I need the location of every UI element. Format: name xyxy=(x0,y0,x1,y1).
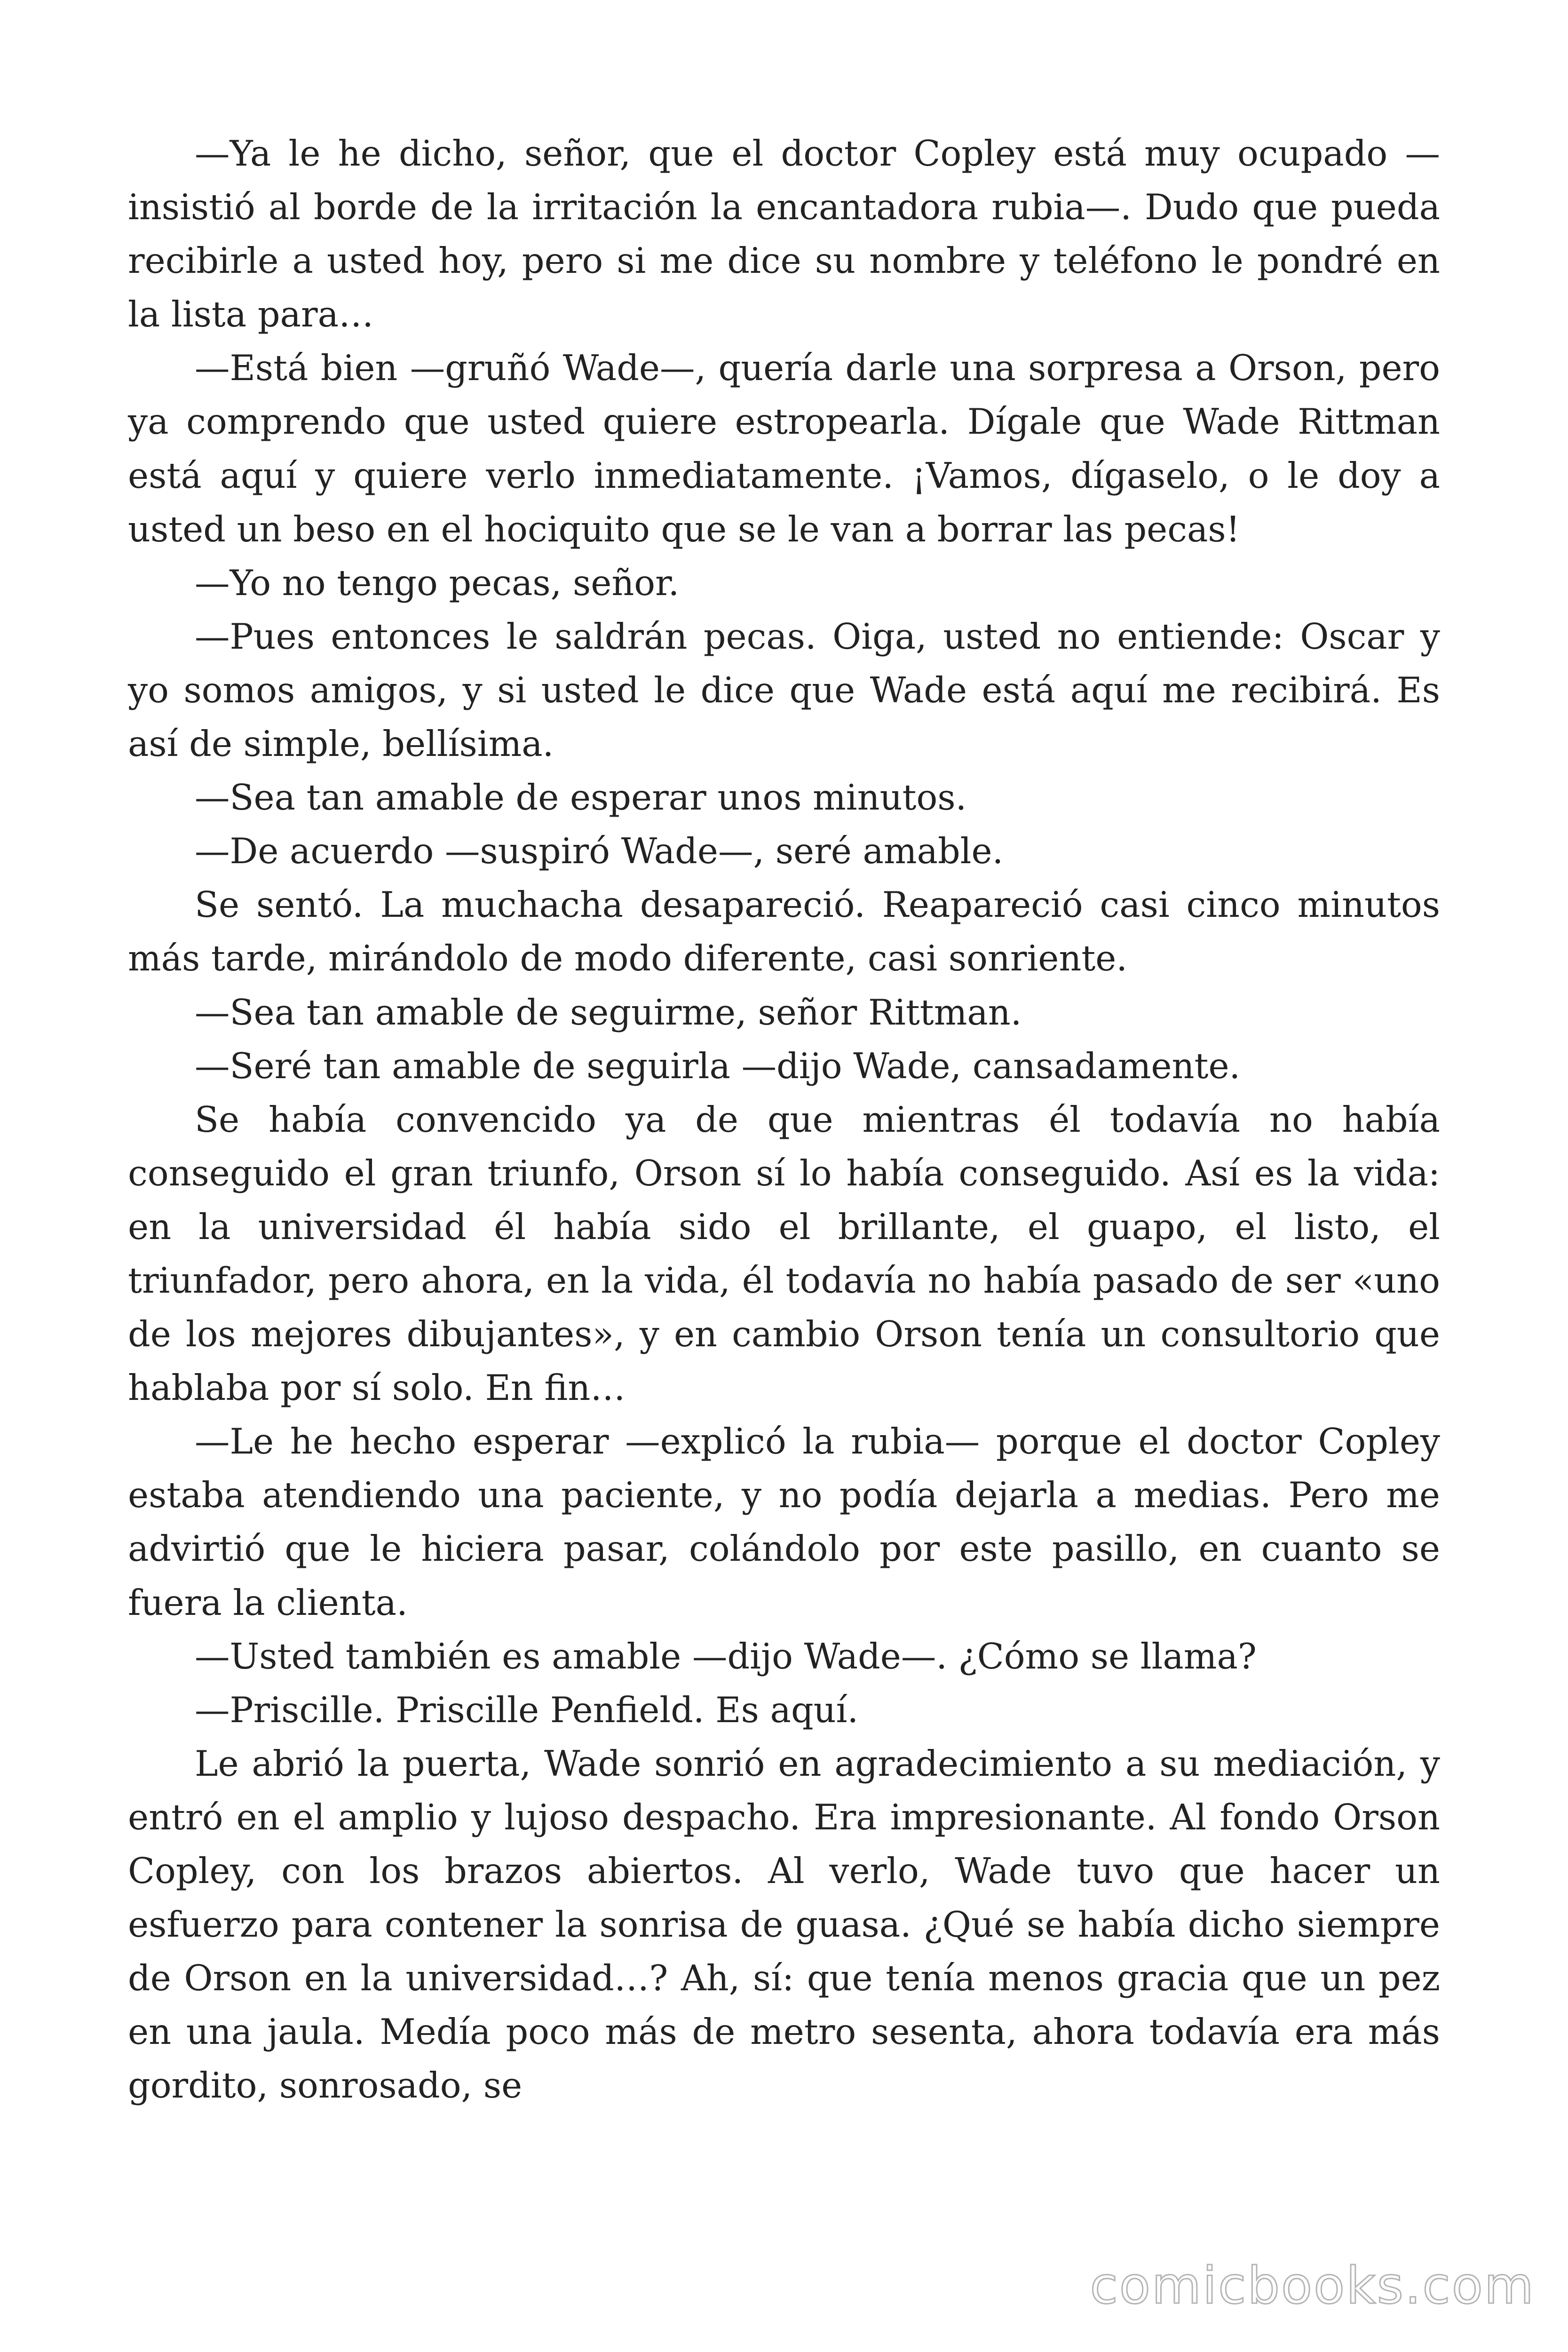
paragraph: —Sea tan amable de seguirme, señor Rittman. xyxy=(195,992,1022,1033)
paragraph: —Yo no tengo pecas, señor. xyxy=(195,562,680,604)
paragraph: —Pues entonces le saldrán pecas. Oiga, usted no entiende: Oscar y yo somos amigos, y si usted le dice que Wade está aquí me recibirá. Es así de simple, bellísima. xyxy=(128,616,1440,765)
paragraph: —Seré tan amable de seguirla —dijo Wade, cansadamente. xyxy=(195,1045,1241,1087)
paragraph: Se sentó. La muchacha desapareció. Reapareció casi cinco minutos más tarde, mirándolo de modo diferente, casi sonriente. xyxy=(128,884,1440,979)
paragraph: —Le he hecho esperar —explicó la rubia— porque el doctor Copley estaba atendiendo una paciente, y no podía dejarla a medias. Pero me advirtió que le hiciera pasar, colándolo por este pasillo, en cuanto se fuera la clienta. xyxy=(128,1421,1440,1623)
watermark: comicbooks.com xyxy=(1090,2257,1535,2315)
paragraph: —Ya le he dicho, señor, que el doctor Copley está muy ocupado —insistió al borde de la irritación la encantadora rubia—. Dudo que pueda recibirle a usted hoy, pero si me dice su nombre y teléfono le pondré en la lista para… xyxy=(128,133,1440,335)
paragraph: —Sea tan amable de esperar unos minutos. xyxy=(195,777,967,818)
paragraph: —De acuerdo —suspiró Wade—, seré amable. xyxy=(195,831,1004,872)
paragraph: —Está bien —gruñó Wade—, quería darle una sorpresa a Orson, pero ya comprendo que usted quiere estropearla. Dígale que Wade Rittman está aquí y quiere verlo inmediatamente. ¡Vamos, dígaselo, o le doy a usted un beso en el hociquito que se le van a borrar las pecas! xyxy=(128,348,1440,550)
paragraph: Se había convencido ya de que mientras él todavía no había conseguido el gran triunfo, Orson sí lo había conseguido. Así es la vida: en la universidad él había sido el brillante, el guapo, el listo, el triunfador, pero ahora, en la vida, él todavía no había pasado de ser «uno de los mejores dibujantes», y en cambio Orson tenía un consultorio que hablaba por sí solo. En fin… xyxy=(128,1099,1440,1409)
paragraph: —Usted también es amable —dijo Wade—. ¿Cómo se llama? xyxy=(195,1636,1257,1677)
body-text xyxy=(128,127,1440,2113)
paragraph: Le abrió la puerta, Wade sonrió en agradecimiento a su mediación, y entró en el amplio y lujoso despacho. Era impresionante. Al fondo Orson Copley, con los brazos abiertos. Al verlo, Wade tuvo que hacer un esfuerzo para contener la sonrisa de guasa. ¿Qué se había dicho siempre de Orson en la universidad…? Ah, sí: que tenía menos gracia que un pez en una jaula. Medía poco más de metro sesenta, ahora todavía era más gordito, sonrosado, se xyxy=(128,1743,1440,2106)
paragraph: —Priscille. Priscille Penfield. Es aquí. xyxy=(195,1689,859,1731)
